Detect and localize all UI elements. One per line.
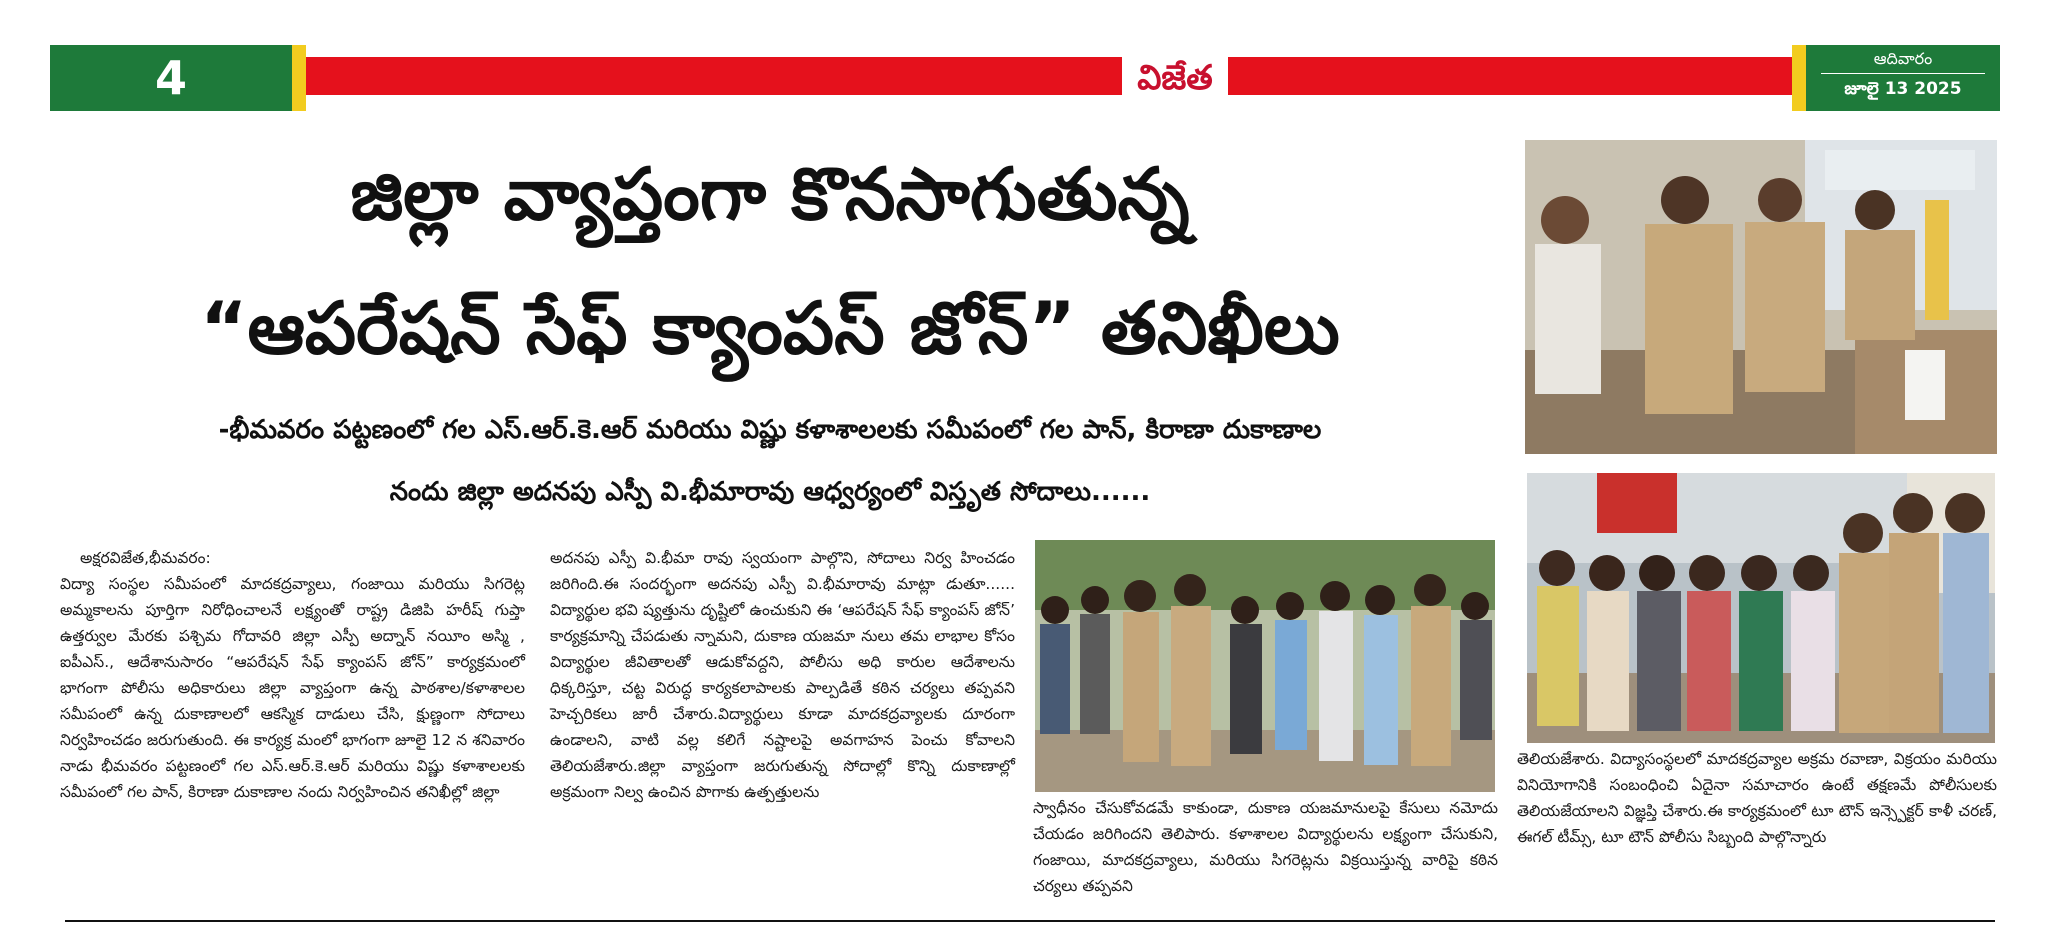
page-bottom-rule — [65, 920, 1995, 922]
column-1-text: విద్యా సంస్థల సమీపంలో మాదకద్రవ్యాలు, గంజాయి మరియు సిగరెట్ల అమ్మకాలను పూర్తిగా నిరోధించాలనే లక్ష్యంతో రాష్ట్ర డిజిపి హరీష్ గుప్తా ఉత్తర్వుల మేరకు పశ్చిమ గోదావరి జిల్లా ఎస్పీ అద్నాన్ నయీం అస్మి , ఐపీఎస్., ఆదేశానుసారం “ఆపరేషన్ సేఫ్ క్యాంపస్ జోన్” కార్యక్రమంలో భాగంగా పోలీసు అధికారులు జిల్లా వ్యాప్తంగా ఉన్న పాఠశాల/కళాశాలల సమీపంలో ఉన్న దుకాణాలలో ఆకస్మిక దాడులు చేసి, క్షుణ్ణంగా సోదాలు నిర్వహించడం జరుగుతుంది. ఈ కార్యక్ర మంలో భాగంగా జూలై 12 న శనివారం నాడు భీమవరం పట్టణంలో గల ఎస్.ఆర్.కె.ఆర్ మరియు విష్ణు కళాశాలలకు సమీపంలో గల పాన్, కిరాణా దుకాణాల నందు నిర్వహించిన తనిఖీల్లో జిల్లా — [60, 575, 525, 801]
shop-inspection-photo — [1525, 140, 1997, 454]
subheadline-line-1: -భీమవరం పట్టణంలో గల ఎస్.ఆర్.కె.ఆర్ మరియు విష్ణు కళాశాలలకు సమీపంలో గల పాన్, కిరాణా దుకాణాల — [218, 415, 1322, 445]
column-2-text: అదనపు ఎస్పీ వి.భీమా రావు స్వయంగా పాల్గొని, సోదాలు నిర్వ హించడం జరిగింది.ఈ సందర్భంగా అదనపు ఎస్పీ వి.భీమారావు మాట్లా డుతూ...... విద్యార్థుల భవి ష్యత్తును దృష్టిలో ఉంచుకుని ఈ ‘ఆపరేషన్ సేఫ్ క్యాంపస్ జోన్’ కార్యక్రమాన్ని చేపడుతు న్నామని, దుకాణ యజమా నులు తమ లాభాల కోసం విద్యార్థుల జీవితాలతో ఆడుకోవద్దని, పోలీసు అధి కారుల ఆదేశాలను ధిక్కరిస్తూ, చట్ట విరుద్ధ కార్యకలాపాలకు పాల్పడితే కఠిన చర్యలు తప్పవని హెచ్చరికలు జారీ చేశారు.విద్యార్థులు కూడా మాదకద్రవ్యాలకు దూరంగా ఉండాలని, వాటి వల్ల కలిగే నష్టాలపై అవగాహన పెంచు కోవాలని తెలియజేశారు.జిల్లా వ్యాప్తంగా జరుగుతున్న సోదాల్లో కొన్ని దుకాణాల్లో అక్రమంగా నిల్వ ఉంచిన పొగాకు ఉత్పత్తులను — [550, 549, 1015, 801]
article-column-3 — [1033, 795, 1498, 899]
dateline: అక్షరవిజేత,భీమవరం: — [80, 549, 211, 567]
date-divider — [1821, 73, 1985, 74]
column-3-text: స్వాధీనం చేసుకోవడమే కాకుండా, దుకాణ యజమానులపై కేసులు నమోదు చేయడం జరిగిందని తెలిపారు. కళాశాలల విద్యార్థులను లక్ష్యంగా చేసుకుని, గంజాయి, మాదకద్రవ్యాలు, మరియు సిగరెట్లను విక్రయిస్తున్న వారిపై కఠిన చర్యలు తప్పవని — [1033, 799, 1498, 895]
page-number-box — [50, 45, 292, 111]
headline-line-2: “ఆపరేషన్ సేఫ్ క్యాంపస్ జోన్” తనిఖీలు — [200, 286, 1340, 370]
date-box — [1806, 45, 2000, 111]
women-students-police-photo — [1527, 473, 1995, 743]
article-column-2 — [550, 545, 1015, 805]
column-4-text: తెలియజేశారు. విద్యాసంస్థలలో మాదకద్రవ్యాల అక్రమ రవాణా, విక్రయం మరియు వినియోగానికి సంబంధించి ఏదైనా సమాచారం ఉంటే తక్షణమే పోలీసులకు తెలియజేయాలని విజ్ఞప్తి చేశారు.ఈ కార్యక్రమంలో టూ టౌన్ ఇన్స్పెక్టర్ కాళీ చరణ్, ఈగల్ టీమ్స్, టూ టౌన్ పోలీసు సిబ్బంది పాల్గొన్నారు — [1517, 750, 1997, 846]
masthead-band-right — [1228, 57, 1792, 95]
masthead-band-left — [306, 57, 1122, 95]
article-column-4 — [1517, 746, 1997, 850]
masthead-accent-right — [1792, 45, 1806, 111]
issue-date: జూలై 13 2025 — [1844, 79, 1962, 99]
subheadline-line-2: నందు జిల్లా అదనపు ఎస్పీ వి.భీమారావు ఆధ్వర్యంలో విస్తృత సోదాలు...... — [389, 477, 1151, 507]
headline-line-1: జిల్లా వ్యాప్తంగా కొనసాగుతున్న — [350, 152, 1190, 236]
newspaper-logo — [1122, 45, 1228, 111]
masthead-accent-left — [292, 45, 306, 111]
issue-day: ఆదివారం — [1873, 49, 1933, 68]
logo-text: విజేత — [1137, 58, 1213, 98]
page-number: 4 — [154, 51, 187, 105]
article-column-1 — [60, 545, 525, 805]
students-crowd-police-photo — [1035, 540, 1495, 792]
